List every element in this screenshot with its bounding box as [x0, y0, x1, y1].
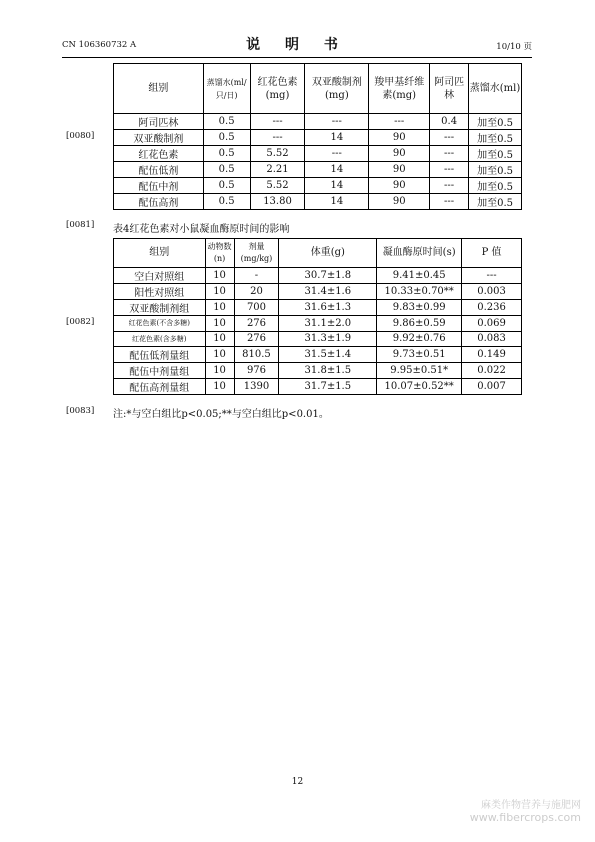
table-cell: ---: [305, 114, 369, 130]
table-row: [114, 114, 522, 130]
table-cell: 配伍低剂: [114, 162, 204, 178]
table-cell: 红花色素: [114, 146, 204, 162]
table-cell: 阳性对照组: [114, 284, 206, 300]
page-header: [62, 38, 532, 52]
prothrombin-time-table: [113, 238, 522, 395]
table-cell: 276: [234, 331, 279, 347]
table-cell: 1390: [234, 379, 279, 395]
table-cell: 红花色素(含多糖): [114, 331, 206, 347]
table-cell: 31.8±1.5: [279, 363, 377, 379]
table-cell: -: [234, 268, 279, 284]
table-row: [114, 331, 522, 347]
table-header-cell: 动物数(n): [205, 239, 234, 268]
table-header-cell: 组别: [114, 239, 206, 268]
table-caption: 表4红花色素对小鼠凝血酶原时间的影响: [113, 224, 290, 235]
table-cell: 13.80: [250, 194, 305, 210]
table-cell: 10: [205, 268, 234, 284]
table-cell: ---: [305, 146, 369, 162]
table-cell: 31.6±1.3: [279, 300, 377, 316]
table-cell: 31.7±1.5: [279, 379, 377, 395]
table-row: [114, 268, 522, 284]
table-cell: ---: [462, 268, 522, 284]
table-cell: 0.5: [203, 194, 250, 210]
table-cell: 90: [369, 130, 430, 146]
table-header-cell: 剂量(mg/kg): [234, 239, 279, 268]
watermark: [470, 796, 581, 824]
table-cell: 0.022: [462, 363, 522, 379]
table-row: [114, 300, 522, 316]
table-cell: 10.07±0.52**: [377, 379, 462, 395]
table-cell: 0.003: [462, 284, 522, 300]
table-cell: 14: [305, 194, 369, 210]
table-row: [114, 379, 522, 395]
table-cell: 10: [205, 363, 234, 379]
table-cell: 加至0.5: [469, 178, 522, 194]
table-header-cell: 凝血酶原时间(s): [377, 239, 462, 268]
table-cell: 0.007: [462, 379, 522, 395]
table-header-row: [114, 239, 522, 268]
table-cell: 配伍低剂量组: [114, 347, 206, 363]
table-cell: 配伍高剂: [114, 194, 204, 210]
table-cell: 9.83±0.99: [377, 300, 462, 316]
table-cell: 0.236: [462, 300, 522, 316]
table-cell: 10: [205, 316, 234, 332]
table-cell: 0.5: [203, 114, 250, 130]
table-cell: 5.52: [250, 178, 305, 194]
table-cell: 10: [205, 300, 234, 316]
table-cell: 10: [205, 379, 234, 395]
table-cell: 90: [369, 194, 430, 210]
table-cell: 9.92±0.76: [377, 331, 462, 347]
significance-note: 注:*与空白组比p<0.05;**与空白组比p<0.01。: [113, 409, 329, 420]
table-cell: 30.7±1.8: [279, 268, 377, 284]
table-cell: 空白对照组: [114, 268, 206, 284]
document-title: 说 明 书: [246, 37, 348, 53]
header-rule: [62, 57, 532, 58]
table-cell: 5.52: [250, 146, 305, 162]
table-cell: ---: [430, 146, 469, 162]
table-cell: 10: [205, 331, 234, 347]
table-cell: 700: [234, 300, 279, 316]
table-cell: 红花色素(不含多糖): [114, 316, 206, 332]
table-row: [114, 316, 522, 332]
table-header-cell: P 值: [462, 239, 522, 268]
table-cell: 加至0.5: [469, 114, 522, 130]
table-cell: 0.5: [203, 178, 250, 194]
table-cell: ---: [250, 130, 305, 146]
table-cell: 加至0.5: [469, 162, 522, 178]
table-header-cell: 红花色素(mg): [250, 64, 305, 114]
table-header-cell: 阿司匹林: [430, 64, 469, 114]
table-cell: 90: [369, 178, 430, 194]
table-cell: 9.95±0.51*: [377, 363, 462, 379]
paragraph-number-0080: [0080]: [66, 131, 95, 141]
table-header-cell: 体重(g): [279, 239, 377, 268]
table-cell: 0.5: [203, 162, 250, 178]
table-cell: ---: [369, 114, 430, 130]
table-cell: 0.069: [462, 316, 522, 332]
dosage-table: [113, 63, 522, 210]
table-cell: 0.083: [462, 331, 522, 347]
patent-number: CN 106360732 A: [62, 40, 137, 50]
table-header-row: [114, 64, 522, 114]
page-of-total: 10/10 页: [496, 42, 532, 52]
table-cell: 配伍中剂: [114, 178, 204, 194]
table-row: [114, 347, 522, 363]
table-cell: 14: [305, 178, 369, 194]
watermark-url: www.fibercrops.com: [469, 811, 581, 824]
table-row: [114, 146, 522, 162]
table-row: [114, 130, 522, 146]
table-row: [114, 194, 522, 210]
table-cell: 976: [234, 363, 279, 379]
table-cell: 10: [205, 347, 234, 363]
table-cell: 2.21: [250, 162, 305, 178]
table-cell: 加至0.5: [469, 194, 522, 210]
table-cell: ---: [430, 194, 469, 210]
table-cell: ---: [250, 114, 305, 130]
table-row: [114, 284, 522, 300]
table-header-cell: 羧甲基纤维素(mg): [369, 64, 430, 114]
table-cell: 90: [369, 146, 430, 162]
table-cell: ---: [430, 178, 469, 194]
table-cell: 9.86±0.59: [377, 316, 462, 332]
table-cell: 14: [305, 130, 369, 146]
table-cell: 配伍高剂量组: [114, 379, 206, 395]
watermark-site-name: 麻类作物营养与施肥网: [481, 800, 581, 811]
table-header-cell: 蒸馏水(ml): [469, 64, 522, 114]
table-cell: 20: [234, 284, 279, 300]
table-cell: 配伍中剂量组: [114, 363, 206, 379]
table-cell: 31.1±2.0: [279, 316, 377, 332]
paragraph-number-0081: [0081]: [66, 220, 95, 230]
table-row: [114, 162, 522, 178]
table-cell: 10: [205, 284, 234, 300]
table-cell: 14: [305, 162, 369, 178]
table-row: [114, 178, 522, 194]
table-cell: 9.41±0.45: [377, 268, 462, 284]
table-header-cell: 双亚酸制剂(mg): [305, 64, 369, 114]
table-row: [114, 363, 522, 379]
table-cell: 双亚酸制剂: [114, 130, 204, 146]
table-cell: 10.33±0.70**: [377, 284, 462, 300]
table-cell: 0.5: [203, 146, 250, 162]
table-cell: 加至0.5: [469, 146, 522, 162]
table-header-cell: 组别: [114, 64, 204, 114]
paragraph-number-0083: [0083]: [66, 406, 95, 416]
table-cell: 0.5: [203, 130, 250, 146]
table-cell: 31.5±1.4: [279, 347, 377, 363]
table-cell: 31.4±1.6: [279, 284, 377, 300]
table-cell: 31.3±1.9: [279, 331, 377, 347]
table-cell: 810.5: [234, 347, 279, 363]
page-number: 12: [291, 777, 304, 787]
table-header-cell: 蒸馏水(ml/只/日): [203, 64, 250, 114]
table-cell: 9.73±0.51: [377, 347, 462, 363]
table-cell: ---: [430, 162, 469, 178]
table-cell: 加至0.5: [469, 130, 522, 146]
table-cell: ---: [430, 130, 469, 146]
paragraph-number-0082: [0082]: [66, 317, 95, 327]
table-cell: 0.149: [462, 347, 522, 363]
table-cell: 276: [234, 316, 279, 332]
table-cell: 0.4: [430, 114, 469, 130]
table-cell: 90: [369, 162, 430, 178]
table-cell: 阿司匹林: [114, 114, 204, 130]
table-cell: 双亚酸制剂组: [114, 300, 206, 316]
